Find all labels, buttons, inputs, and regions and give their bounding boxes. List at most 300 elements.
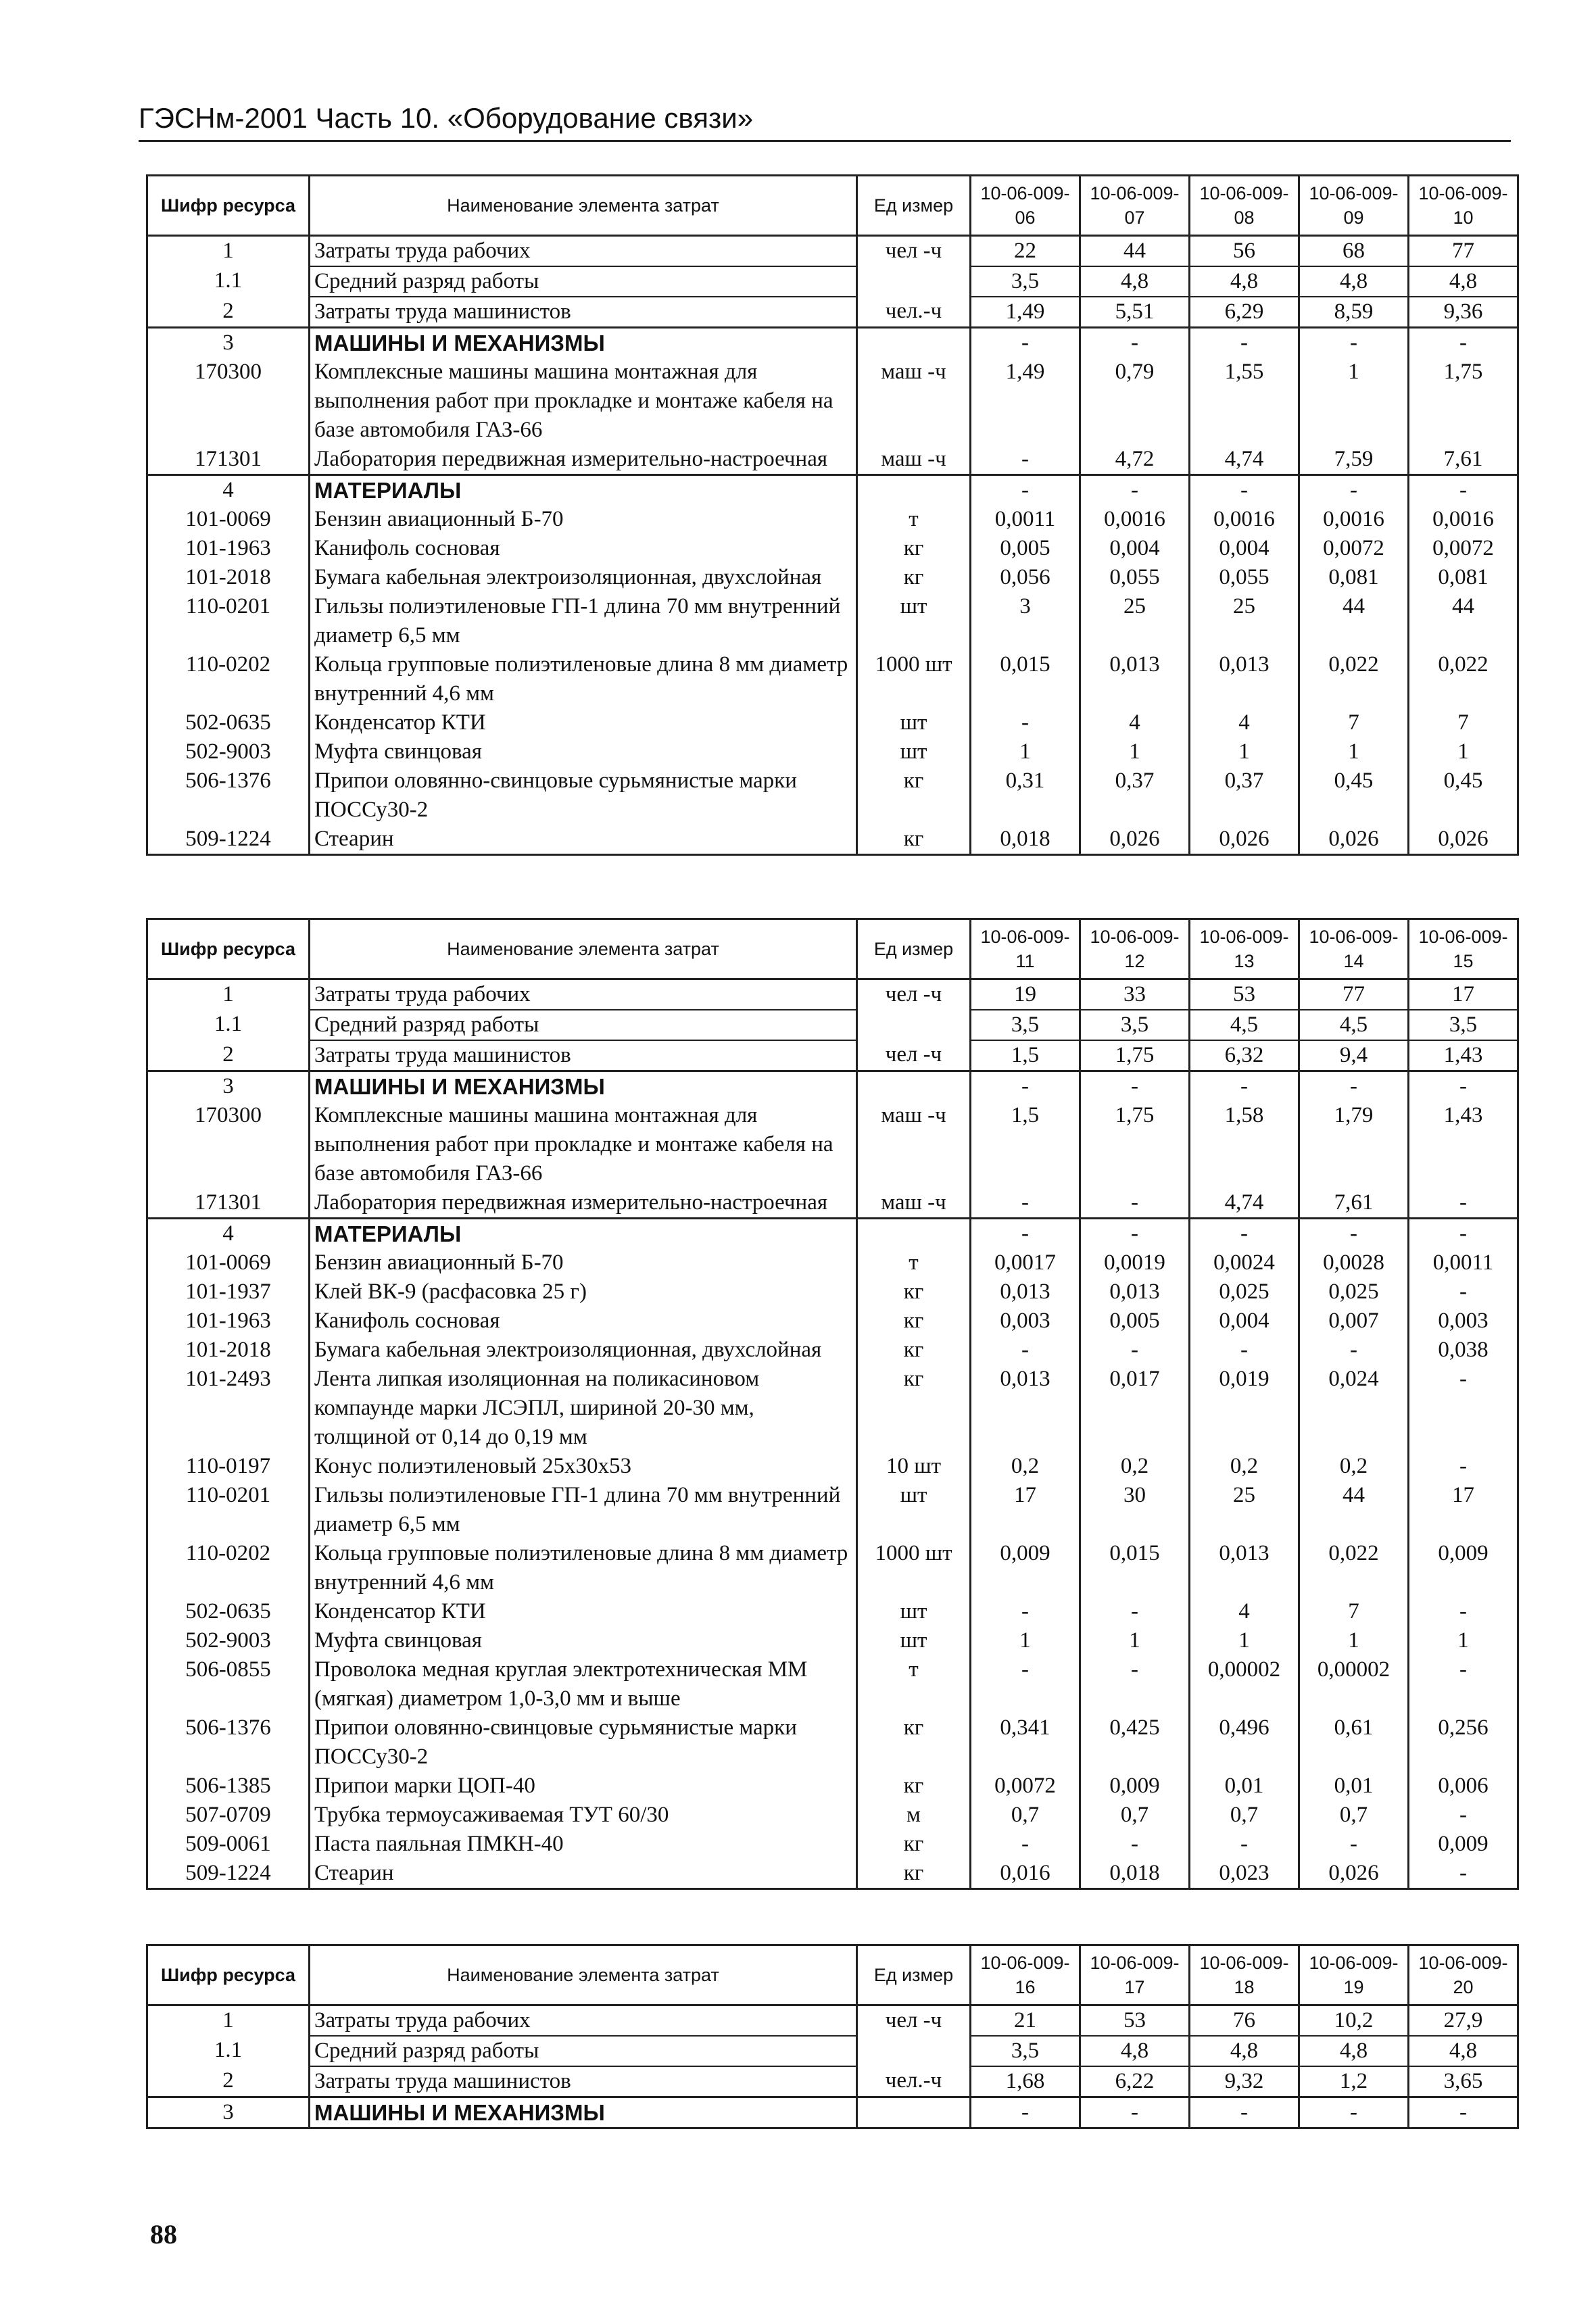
- value-cell: 0,003: [1409, 1307, 1518, 1336]
- value-cell: 0,01: [1190, 1772, 1299, 1801]
- unit-cell: кг: [857, 1336, 971, 1365]
- value-cell: 1: [971, 1626, 1080, 1655]
- value-cell: 0,013: [1190, 650, 1299, 708]
- value-cell: 1,5: [971, 1040, 1080, 1071]
- table-row: [147, 1277, 1518, 1307]
- value-cell: 7,61: [1299, 1188, 1409, 1219]
- table-row: [147, 1626, 1518, 1655]
- value-cell: 0,023: [1190, 1859, 1299, 1889]
- unit-cell: маш -ч: [857, 1101, 971, 1188]
- unit-cell: [857, 2097, 971, 2128]
- value-cell: -: [1080, 1188, 1190, 1219]
- value-cell: 0,026: [1299, 825, 1409, 855]
- table-row: [147, 1248, 1518, 1277]
- value-cell: 3,5: [1080, 1010, 1190, 1040]
- table-row: [147, 1188, 1518, 1219]
- value-cell: 0,425: [1080, 1713, 1190, 1772]
- resource-code: 506-1376: [147, 1713, 310, 1772]
- value-cell: 7: [1409, 708, 1518, 737]
- value-cell: -: [1409, 1365, 1518, 1452]
- value-cell: 0,022: [1409, 650, 1518, 708]
- resource-code: 171301: [147, 1188, 310, 1219]
- value-cell: 0,024: [1299, 1365, 1409, 1452]
- value-cell: 0,038: [1409, 1336, 1518, 1365]
- column-header-unit: Ед измер: [857, 176, 971, 236]
- value-cell: 8,59: [1299, 297, 1409, 328]
- value-cell: 3: [971, 592, 1080, 650]
- value-cell: 0,37: [1080, 766, 1190, 825]
- unit-cell: [857, 266, 971, 297]
- resource-name: МАШИНЫ И МЕХАНИЗМЫ: [310, 2097, 857, 2128]
- value-cell: 1,79: [1299, 1101, 1409, 1188]
- unit-cell: 10 шт: [857, 1452, 971, 1481]
- resource-name: Гильзы полиэтиленовые ГП-1 длина 70 мм внутренний диаметр 6,5 мм: [310, 1481, 857, 1539]
- table-header-row: [147, 176, 1518, 236]
- unit-cell: [857, 328, 971, 358]
- value-cell: 0,7: [971, 1801, 1080, 1830]
- table-row: [147, 1101, 1518, 1188]
- unit-cell: шт: [857, 737, 971, 766]
- value-cell: 0,016: [971, 1859, 1080, 1889]
- value-cell: 56: [1190, 236, 1299, 267]
- value-cell: 0,009: [971, 1539, 1080, 1597]
- resource-name: Проволока медная круглая электротехническая ММ (мягкая) диаметром 1,0-3,0 мм и выше: [310, 1655, 857, 1713]
- resource-name: Затраты труда рабочих: [310, 236, 857, 267]
- value-cell: 3,65: [1409, 2066, 1518, 2097]
- value-cell: 0,0011: [1409, 1248, 1518, 1277]
- table-row: [147, 1010, 1518, 1040]
- resource-name: Бензин авиационный Б-70: [310, 505, 857, 534]
- value-cell: -: [1080, 1071, 1190, 1102]
- value-cell: 53: [1080, 2005, 1190, 2037]
- column-header-code: Шифр ресурса: [147, 1945, 310, 2005]
- resource-code: 101-0069: [147, 505, 310, 534]
- value-cell: 21: [971, 2005, 1080, 2037]
- value-cell: 0,056: [971, 563, 1080, 592]
- value-cell: 6,32: [1190, 1040, 1299, 1071]
- value-cell: -: [971, 1336, 1080, 1365]
- value-cell: 9,32: [1190, 2066, 1299, 2097]
- value-cell: 0,009: [1080, 1772, 1190, 1801]
- value-cell: 4,8: [1190, 266, 1299, 297]
- value-cell: 0,496: [1190, 1713, 1299, 1772]
- value-cell: 44: [1299, 1481, 1409, 1539]
- value-cell: -: [1190, 1219, 1299, 1249]
- value-cell: 0,019: [1190, 1365, 1299, 1452]
- value-cell: 1: [1299, 737, 1409, 766]
- value-cell: 3,5: [1409, 1010, 1518, 1040]
- table-row: [147, 297, 1518, 328]
- value-cell: -: [1080, 1336, 1190, 1365]
- resource-code: 110-0201: [147, 592, 310, 650]
- value-cell: 0,2: [1190, 1452, 1299, 1481]
- value-cell: 0,006: [1409, 1772, 1518, 1801]
- resource-name: МАТЕРИАЛЫ: [310, 475, 857, 506]
- value-cell: 0,341: [971, 1713, 1080, 1772]
- table-row: [147, 979, 1518, 1010]
- value-cell: 1: [1190, 737, 1299, 766]
- resource-code: 110-0197: [147, 1452, 310, 1481]
- value-cell: 1,49: [971, 358, 1080, 445]
- unit-cell: чел -ч: [857, 979, 971, 1010]
- resource-name: Клей ВК-9 (расфасовка 25 г): [310, 1277, 857, 1307]
- value-cell: 17: [1409, 979, 1518, 1010]
- column-header-code: Шифр ресурса: [147, 176, 310, 236]
- column-header-norm-code: 10-06-009-19: [1299, 1945, 1409, 2005]
- unit-cell: кг: [857, 766, 971, 825]
- resource-code: 1: [147, 236, 310, 267]
- value-cell: -: [971, 1071, 1080, 1102]
- resource-code: 3: [147, 328, 310, 358]
- value-cell: 0,7: [1299, 1801, 1409, 1830]
- unit-cell: кг: [857, 1365, 971, 1452]
- value-cell: 0,004: [1190, 1307, 1299, 1336]
- page-title: ГЭСНм-2001 Часть 10. «Оборудование связи»: [139, 102, 754, 134]
- resource-code: 170300: [147, 1101, 310, 1188]
- resource-name: Лаборатория передвижная измерительно-настроечная: [310, 445, 857, 475]
- resource-name: Затраты труда машинистов: [310, 2066, 857, 2097]
- resource-name: Бумага кабельная электроизоляционная, двухслойная: [310, 1336, 857, 1365]
- value-cell: 7: [1299, 708, 1409, 737]
- resource-table-1: [146, 174, 1519, 856]
- value-cell: -: [1409, 1452, 1518, 1481]
- resource-code: 101-1963: [147, 1307, 310, 1336]
- resource-name: МАТЕРИАЛЫ: [310, 1219, 857, 1249]
- column-header-norm-code: 10-06-009-09: [1299, 176, 1409, 236]
- value-cell: 1: [1409, 1626, 1518, 1655]
- value-cell: 0,081: [1409, 563, 1518, 592]
- unit-cell: маш -ч: [857, 1188, 971, 1219]
- value-cell: 0,0072: [971, 1772, 1080, 1801]
- value-cell: 0,018: [1080, 1859, 1190, 1889]
- value-cell: 0,055: [1080, 563, 1190, 592]
- resource-code: 502-9003: [147, 737, 310, 766]
- value-cell: 17: [971, 1481, 1080, 1539]
- value-cell: 0,009: [1409, 1830, 1518, 1859]
- value-cell: 9,36: [1409, 297, 1518, 328]
- value-cell: -: [1409, 328, 1518, 358]
- column-header-name: Наименование элемента затрат: [310, 1945, 857, 2005]
- value-cell: 4,8: [1409, 266, 1518, 297]
- resource-name: Муфта свинцовая: [310, 1626, 857, 1655]
- value-cell: -: [1190, 1071, 1299, 1102]
- table-row: [147, 1859, 1518, 1889]
- table-row: [147, 2036, 1518, 2066]
- resource-name: Канифоль сосновая: [310, 534, 857, 563]
- value-cell: 0,01: [1299, 1772, 1409, 1801]
- resource-code: 507-0709: [147, 1801, 310, 1830]
- value-cell: 19: [971, 979, 1080, 1010]
- column-header-code: Шифр ресурса: [147, 919, 310, 979]
- value-cell: 0,017: [1080, 1365, 1190, 1452]
- column-header-norm-code: 10-06-009-16: [971, 1945, 1080, 2005]
- value-cell: 77: [1299, 979, 1409, 1010]
- column-header-norm-code: 10-06-009-18: [1190, 1945, 1299, 2005]
- unit-cell: кг: [857, 1772, 971, 1801]
- value-cell: 1,43: [1409, 1040, 1518, 1071]
- value-cell: 0,79: [1080, 358, 1190, 445]
- value-cell: -: [1299, 1071, 1409, 1102]
- value-cell: 1,58: [1190, 1101, 1299, 1188]
- value-cell: -: [1190, 1830, 1299, 1859]
- table-row: [147, 766, 1518, 825]
- value-cell: -: [971, 1219, 1080, 1249]
- resource-code: 506-0855: [147, 1655, 310, 1713]
- value-cell: 53: [1190, 979, 1299, 1010]
- value-cell: -: [1409, 1188, 1518, 1219]
- value-cell: 6,22: [1080, 2066, 1190, 2097]
- value-cell: 68: [1299, 236, 1409, 267]
- value-cell: 0,009: [1409, 1539, 1518, 1597]
- value-cell: -: [1080, 475, 1190, 506]
- resource-code: 110-0202: [147, 650, 310, 708]
- unit-cell: т: [857, 1655, 971, 1713]
- unit-cell: чел.-ч: [857, 2066, 971, 2097]
- value-cell: 0,0016: [1299, 505, 1409, 534]
- value-cell: 0,013: [971, 1277, 1080, 1307]
- resource-name: Кольца групповые полиэтиленовые длина 8 мм диаметр внутренний 4,6 мм: [310, 1539, 857, 1597]
- column-header-norm-code: 10-06-009-11: [971, 919, 1080, 979]
- resource-code: 509-1224: [147, 825, 310, 855]
- table-row: [147, 592, 1518, 650]
- resource-code: 4: [147, 475, 310, 506]
- value-cell: 4: [1190, 1597, 1299, 1626]
- value-cell: -: [1299, 1830, 1409, 1859]
- table-row: [147, 1655, 1518, 1713]
- unit-cell: чел -ч: [857, 236, 971, 267]
- value-cell: -: [1080, 2097, 1190, 2128]
- resource-code: 101-0069: [147, 1248, 310, 1277]
- table-row: [147, 650, 1518, 708]
- value-cell: 4,8: [1190, 2036, 1299, 2066]
- value-cell: 1: [1190, 1626, 1299, 1655]
- value-cell: -: [1080, 1219, 1190, 1249]
- column-header-norm-code: 10-06-009-10: [1409, 176, 1518, 236]
- column-header-norm-code: 10-06-009-20: [1409, 1945, 1518, 2005]
- table-row: [147, 737, 1518, 766]
- table-row: [147, 1336, 1518, 1365]
- value-cell: 4,72: [1080, 445, 1190, 475]
- column-header-norm-code: 10-06-009-13: [1190, 919, 1299, 979]
- unit-cell: т: [857, 505, 971, 534]
- value-cell: 0,0024: [1190, 1248, 1299, 1277]
- value-cell: 1,55: [1190, 358, 1299, 445]
- resource-code: 3: [147, 2097, 310, 2128]
- value-cell: 0,022: [1299, 1539, 1409, 1597]
- resource-code: 502-0635: [147, 1597, 310, 1626]
- value-cell: 0,004: [1080, 534, 1190, 563]
- resource-name: Припои оловянно-свинцовые сурьмянистые марки ПОССу30-2: [310, 766, 857, 825]
- value-cell: -: [1409, 1219, 1518, 1249]
- unit-cell: маш -ч: [857, 445, 971, 475]
- value-cell: 9,4: [1299, 1040, 1409, 1071]
- resource-code: 110-0201: [147, 1481, 310, 1539]
- resource-name: Стеарин: [310, 1859, 857, 1889]
- resource-name: Средний разряд работы: [310, 1010, 857, 1040]
- resource-name: Трубка термоусаживаемая ТУТ 60/30: [310, 1801, 857, 1830]
- value-cell: 30: [1080, 1481, 1190, 1539]
- value-cell: -: [1080, 1830, 1190, 1859]
- value-cell: 1,43: [1409, 1101, 1518, 1188]
- resource-code: 509-1224: [147, 1859, 310, 1889]
- unit-cell: кг: [857, 1859, 971, 1889]
- value-cell: -: [1409, 1801, 1518, 1830]
- value-cell: 7,59: [1299, 445, 1409, 475]
- column-header-norm-code: 10-06-009-15: [1409, 919, 1518, 979]
- value-cell: 4,8: [1080, 266, 1190, 297]
- value-cell: 1,2: [1299, 2066, 1409, 2097]
- value-cell: -: [1409, 1597, 1518, 1626]
- value-cell: 10,2: [1299, 2005, 1409, 2037]
- value-cell: 77: [1409, 236, 1518, 267]
- value-cell: 0,026: [1299, 1859, 1409, 1889]
- unit-cell: чел.-ч: [857, 297, 971, 328]
- unit-cell: [857, 2036, 971, 2066]
- column-header-unit: Ед измер: [857, 919, 971, 979]
- value-cell: -: [1409, 2097, 1518, 2128]
- unit-cell: кг: [857, 563, 971, 592]
- value-cell: 0,081: [1299, 563, 1409, 592]
- value-cell: 5,51: [1080, 297, 1190, 328]
- resource-name: Комплексные машины машина монтажная для выполнения работ при прокладке и монтаже кабеля на базе автомобиля ГАЗ-66: [310, 1101, 857, 1188]
- value-cell: 0,31: [971, 766, 1080, 825]
- value-cell: -: [971, 708, 1080, 737]
- unit-cell: [857, 475, 971, 506]
- unit-cell: чел -ч: [857, 1040, 971, 1071]
- resource-name: Припои оловянно-свинцовые сурьмянистые марки ПОССу30-2: [310, 1713, 857, 1772]
- value-cell: 44: [1299, 592, 1409, 650]
- resource-name: Средний разряд работы: [310, 2036, 857, 2066]
- value-cell: 1,75: [1080, 1040, 1190, 1071]
- table-row: [147, 1801, 1518, 1830]
- value-cell: 0,2: [971, 1452, 1080, 1481]
- table-row: [147, 266, 1518, 297]
- value-cell: 0,0011: [971, 505, 1080, 534]
- value-cell: 44: [1080, 236, 1190, 267]
- unit-cell: кг: [857, 534, 971, 563]
- value-cell: 0,005: [1080, 1307, 1190, 1336]
- table-row: [147, 1481, 1518, 1539]
- value-cell: -: [1299, 475, 1409, 506]
- value-cell: 44: [1409, 592, 1518, 650]
- value-cell: 0,2: [1080, 1452, 1190, 1481]
- value-cell: 22: [971, 236, 1080, 267]
- value-cell: -: [971, 328, 1080, 358]
- unit-cell: кг: [857, 1307, 971, 1336]
- value-cell: -: [1190, 1336, 1299, 1365]
- resource-code: 170300: [147, 358, 310, 445]
- value-cell: 0,005: [971, 534, 1080, 563]
- unit-cell: [857, 1071, 971, 1102]
- resource-code: 1.1: [147, 2036, 310, 2066]
- resource-code: 101-2018: [147, 1336, 310, 1365]
- resource-code: 3: [147, 1071, 310, 1102]
- table-header-row: [147, 919, 1518, 979]
- value-cell: 0,015: [1080, 1539, 1190, 1597]
- column-header-norm-code: 10-06-009-06: [971, 176, 1080, 236]
- value-cell: 0,0072: [1409, 534, 1518, 563]
- value-cell: 0,0019: [1080, 1248, 1190, 1277]
- value-cell: 3,5: [971, 266, 1080, 297]
- value-cell: 1: [1080, 737, 1190, 766]
- resource-name: Затраты труда рабочих: [310, 979, 857, 1010]
- value-cell: -: [1409, 1859, 1518, 1889]
- value-cell: 0,025: [1190, 1277, 1299, 1307]
- unit-cell: м: [857, 1801, 971, 1830]
- value-cell: 0,00002: [1190, 1655, 1299, 1713]
- value-cell: -: [1299, 328, 1409, 358]
- value-cell: 0,013: [1080, 1277, 1190, 1307]
- value-cell: 4,8: [1080, 2036, 1190, 2066]
- value-cell: 1: [971, 737, 1080, 766]
- unit-cell: кг: [857, 1713, 971, 1772]
- value-cell: 0,007: [1299, 1307, 1409, 1336]
- resource-code: 2: [147, 2066, 310, 2097]
- table-row: [147, 358, 1518, 445]
- value-cell: 0,025: [1299, 1277, 1409, 1307]
- value-cell: 0,45: [1299, 766, 1409, 825]
- resource-code: 171301: [147, 445, 310, 475]
- unit-cell: кг: [857, 1277, 971, 1307]
- value-cell: -: [971, 1830, 1080, 1859]
- value-cell: 76: [1190, 2005, 1299, 2037]
- resource-name: Паста паяльная ПМКН-40: [310, 1830, 857, 1859]
- resource-code: 1.1: [147, 1010, 310, 1040]
- resource-code: 2: [147, 297, 310, 328]
- value-cell: -: [1080, 328, 1190, 358]
- resource-name: Конденсатор КТИ: [310, 708, 857, 737]
- table-row: [147, 1772, 1518, 1801]
- value-cell: 33: [1080, 979, 1190, 1010]
- unit-cell: [857, 1010, 971, 1040]
- value-cell: -: [1080, 1597, 1190, 1626]
- value-cell: 25: [1190, 1481, 1299, 1539]
- value-cell: 25: [1080, 592, 1190, 650]
- unit-cell: шт: [857, 1626, 971, 1655]
- column-header-unit: Ед измер: [857, 1945, 971, 2005]
- value-cell: 0,256: [1409, 1713, 1518, 1772]
- value-cell: 17: [1409, 1481, 1518, 1539]
- resource-name: Припои марки ЦОП-40: [310, 1772, 857, 1801]
- value-cell: 4,8: [1409, 2036, 1518, 2066]
- table-row: [147, 2005, 1518, 2037]
- resource-name: Средний разряд работы: [310, 266, 857, 297]
- resource-name: Кольца групповые полиэтиленовые длина 8 мм диаметр внутренний 4,6 мм: [310, 650, 857, 708]
- unit-cell: шт: [857, 708, 971, 737]
- resource-code: 101-2493: [147, 1365, 310, 1452]
- value-cell: 0,013: [1190, 1539, 1299, 1597]
- resource-name: Конус полиэтиленовый 25x30x53: [310, 1452, 857, 1481]
- value-cell: 4: [1080, 708, 1190, 737]
- value-cell: 1: [1299, 358, 1409, 445]
- value-cell: 0,45: [1409, 766, 1518, 825]
- column-header-norm-code: 10-06-009-08: [1190, 176, 1299, 236]
- value-cell: 1: [1409, 737, 1518, 766]
- column-header-norm-code: 10-06-009-17: [1080, 1945, 1190, 2005]
- table-row: [147, 1452, 1518, 1481]
- value-cell: -: [971, 1597, 1080, 1626]
- resource-code: 2: [147, 1040, 310, 1071]
- value-cell: 1,49: [971, 297, 1080, 328]
- unit-cell: т: [857, 1248, 971, 1277]
- value-cell: -: [1299, 2097, 1409, 2128]
- value-cell: -: [1190, 328, 1299, 358]
- section-row: [147, 1219, 1518, 1249]
- value-cell: 0,37: [1190, 766, 1299, 825]
- resource-code: 101-1963: [147, 534, 310, 563]
- value-cell: 0,015: [971, 650, 1080, 708]
- resource-code: 110-0202: [147, 1539, 310, 1597]
